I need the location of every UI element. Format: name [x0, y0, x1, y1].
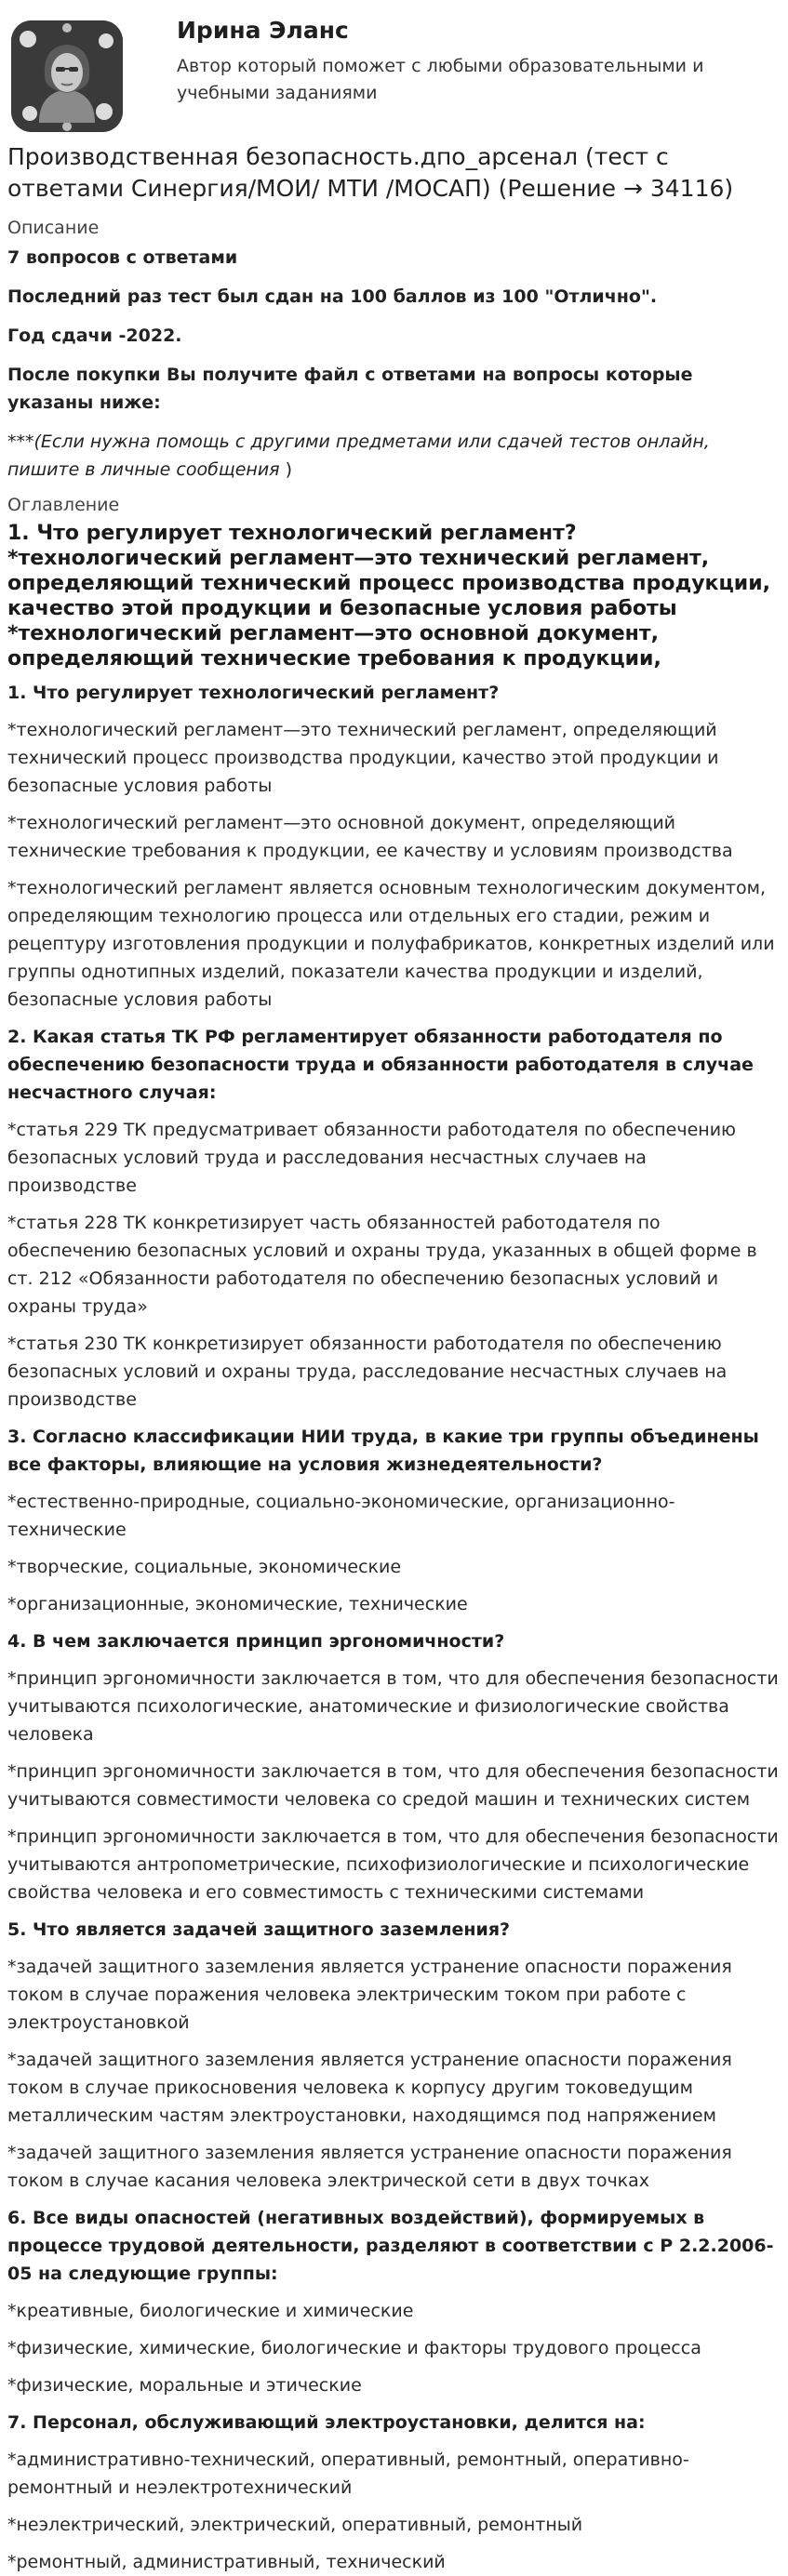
answer-option: *задачей защитного заземления является устранение опасности поражения током в случае прикосновения человека к корпусу другим токоведущим металлическим частям электроустановки, находящимся под напряжением [7, 2050, 732, 2126]
author-description: Автор который поможет с любыми образовательными и учебными заданиями [177, 56, 704, 103]
answer-option: *задачей защитного заземления является устранение опасности поражения током в случае поражения человека электрическим током при работе с электроустановкой [7, 1957, 732, 2033]
question-4: 4. В чем заключается принцип эргономичности? [7, 1631, 505, 1652]
toc-label: Оглавление [7, 495, 120, 515]
description-label: Описание [7, 218, 100, 238]
question-7: 7. Персонал, обслуживающий электроустановки, делится на: [7, 2412, 646, 2433]
help-note [7, 428, 781, 484]
author-name[interactable]: Ирина Эланс [177, 17, 349, 44]
avatar-frame [7, 9, 167, 139]
answer-option: *статья 228 ТК конкретизирует часть обязанностей работодателя по обеспечению безопасных условий и охраны труда, указанных в общей форме в ст. 212 «Обязанности работодателя по обеспечению безопасных условий и охраны труда» [7, 1213, 757, 1317]
answer-option: *естественно-природные, социально-экономические, организационно-технические [7, 1492, 675, 1540]
year-line: Год сдачи -2022. [7, 325, 182, 346]
question-6: 6. Все виды опасностей (негативных воздействий), формируемых в процессе трудовой деятельности, разделяют в соответствии с Р 2.2.2006-05 на следующие группы: [7, 2208, 774, 2284]
question-5: 5. Что является задачей защитного заземления? [7, 1919, 511, 1940]
purchase-info: После покупки Вы получите файл с ответами на вопросы которые указаны ниже: [7, 365, 693, 413]
author-info [167, 9, 735, 107]
question-3: 3. Согласно классификации НИИ труда, в какие три группы объединены все факторы, влияющие на условия жизнедеятельности? [7, 1427, 759, 1475]
note-suffix: ) [279, 459, 293, 480]
answer-option: *технологический регламент—это технический регламент, определяющий технический процесс производства продукции, качество этой продукции и безопасные условия работы [7, 720, 719, 796]
page-title: Производственная безопасность.дпо_арсенал (тест с ответами Синергия/МОИ/ МТИ /МОСАП) (Решение → 34116) [7, 143, 734, 202]
score-line: Последний раз тест был сдан на 100 баллов из 100 "Отлично". [7, 286, 658, 307]
answer-option: *принцип эргономичности заключается в том, что для обеспечения безопасности учитываются психологические, анатомические и физиологические свойства человека [7, 1668, 779, 1745]
answer-option: *принцип эргономичности заключается в том, что для обеспечения безопасности учитываются совместимости человека со средой машин и технических систем [7, 1761, 779, 1810]
note-text: (Если нужна помощь с другими предметами или сдачей тестов онлайн, пишите в личные сообщения [7, 432, 710, 480]
answer-option: *неэлектрический, электрический, оперативный, ремонтный [7, 2515, 583, 2535]
questions-count: 7 вопросов с ответами [7, 247, 238, 268]
note-prefix: *** [7, 432, 34, 452]
answer-option: *организационные, экономические, технические [7, 1594, 468, 1614]
answer-option: *физические, моральные и этические [7, 2375, 362, 2396]
question-1: 1. Что регулирует технологический регламент? [7, 683, 500, 703]
toc-heading: 1. Что регулирует технологический регламент? *технологический регламент—это технический регламент, определяющий технический процесс производства продукции, качество этой продукции и безопасные условия работы *технологический регламент—это основной документ, определяющий технические требования к продукции, [7, 522, 770, 671]
answer-option: *принцип эргономичности заключается в том, что для обеспечения безопасности учитываются антропометрические, психофизиологические и психологические свойства человека и его совместимость с техническими системами [7, 1826, 779, 1903]
author-card [7, 0, 781, 139]
answer-option: *задачей защитного заземления является устранение опасности поражения током в случае касания человека электрической сети в двух точках [7, 2143, 732, 2191]
answer-option: *ремонтный, административный, технический [7, 2552, 446, 2572]
answer-option: *творческие, социальные, экономические [7, 1557, 402, 1577]
answer-option: *административно-технический, оперативный, ремонтный, оперативно-ремонтный и неэлектротехнический [7, 2450, 689, 2498]
answer-option: *технологический регламент является основным технологическим документом, определяющим технологию процесса или отдельных его стадии, режим и рецептуру изготовления продукции и полуфабрикатов, конкретных изделий или группы однотипных изделий, показатели качества продукции и изделий, безопасные условия работы [7, 878, 775, 1010]
answer-option: *физические, химические, биологические и факторы трудового процесса [7, 2338, 701, 2358]
answer-option: *статья 230 ТК конкретизирует обязанности работодателя по обеспечению безопасных условий и охраны труда, расследование несчастных случаев на производстве [7, 1334, 728, 1410]
answer-option: *технологический регламент—это основной документ, определяющий технические требования к продукции, ее качеству и условиям производства [7, 813, 733, 861]
answer-option: *статья 229 ТК предусматривает обязанности работодателя по обеспечению безопасных условий труда и расследования несчастных случаев на производстве [7, 1120, 737, 1196]
answer-option: *креативные, биологические и химические [7, 2301, 414, 2321]
question-2: 2. Какая статья ТК РФ регламентирует обязанности работодателя по обеспечению безопасности труда и обязанности работодателя в случае несчастного случая: [7, 1027, 754, 1103]
avatar[interactable] [11, 20, 123, 132]
question-list [7, 679, 781, 2576]
